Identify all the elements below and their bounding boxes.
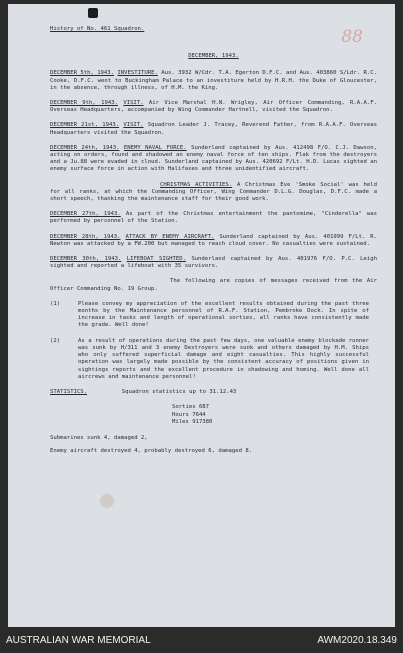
entry-text: A Christmas Eve 'Smoke Social' was held for all ranks, at which the Commanding Officer, Wing Commander D.L.G. Douglas, D.F.C. made a short speech, thanking the maintenance staff for their good work. (50, 181, 377, 203)
entry-text: Air Vice Marshal H.N. Wrigley, Air Officer Commanding, R.A.A.F. Overseas Headquarters, accompanied by Wing Commander Hartnell, visited the Squadron. (50, 100, 377, 114)
stain-mark (100, 494, 114, 508)
stat-miles: Miles 917380 (172, 419, 213, 426)
statistics-intro: Squadron statistics up to 31.12.43 (121, 388, 237, 395)
entry-date: DECEMBER 9th, 1943. (50, 100, 118, 107)
month-heading: DECEMBER, 1943. (188, 53, 239, 60)
entry-text: Aus. 3932 W/Cdr. T.A. Egerton D.F.C. and Aus. 403860 S/Ldr. R.C. Cooke, D.F.C. went to Buckingham Palace to an investiture held by H.R.H. the Duke of Gloucester, in the absence, through illness, of H.M. the King. (50, 70, 377, 91)
entry-date: DECEMBER 30th, 1943. (50, 256, 122, 263)
entry-title: VISIT. (123, 100, 144, 107)
entry-pantomime (50, 211, 377, 225)
entry-investiture (50, 70, 377, 92)
entry-date: DECEMBER 21st, 1943. (50, 122, 120, 129)
message-number: (2) (50, 337, 61, 344)
message-number: (1) (50, 300, 61, 307)
entry-title: LIFEBOAT SIGHTED. (126, 256, 186, 263)
entry-text: Squadron Leader J. Tracey, Reverend Father, from R.A.A.F. Overseas Headquarters visited the Squadron. (50, 122, 377, 136)
stat-hours: Hours 7644 (172, 411, 206, 418)
entry-date: DECEMBER 27th, 1943. (50, 211, 121, 218)
page-number: 88 (341, 27, 363, 47)
entry-date: DECEMBER 5th, 1943. (50, 70, 115, 77)
message-2 (50, 338, 377, 381)
entry-text: As part of the Christmas entertainment the pantomime, "Cinderella" was performed by personnel of the Station. (50, 211, 377, 225)
document-header: History of No. 461 Squadron. (50, 26, 145, 32)
entry-date: DECEMBER 28th, 1943. (50, 233, 121, 240)
message-1 (50, 301, 377, 330)
entry-title: CHRISTMAS ACTIVITIES. (160, 181, 233, 188)
stat-aircraft: Enemy aircraft destroyed 4, probably destroyed 6, damaged 8. (50, 448, 253, 455)
stat-submarines: Submarines sunk 4, damaged 2, (50, 434, 148, 441)
entry-enemy-naval-force (50, 145, 377, 174)
entry-text: Sunderland captained by Aus. 401976 F/O. P.C. Leigh sighted and reported a lifeboat with 35 survivors. (50, 256, 377, 270)
entry-christmas (50, 182, 377, 204)
entry-title: VISIT. (123, 122, 144, 129)
message-text: As a result of operations during the past few days, one valuable enemy blockade runner was sunk by H/311 and 3 enemy Destroyers were sunk and others damaged by H.M. Ships who only suffered superficial damage and eight casualties. This highly successful operation was largely made possible by the consistent accuracy of positions given in sightings reports and the excellent procedure in shadowing and homing. Well done all aircrews and maintenance personnel! (78, 337, 369, 380)
entry-title: INVESTITURE. (117, 70, 158, 77)
document-page (8, 4, 395, 627)
entry-lifeboat (50, 256, 377, 270)
statistics-heading (50, 389, 377, 396)
entry-visit-tracey (50, 122, 377, 136)
message-text: Please convey my appreciation of the excellent results obtained during the past three months by the Maintenance personnel of R.A.F. Station, Pembroke Dock. In spite of increase in tasks and length of operational sorties, all ranks have consistently made the grade. Well done! (78, 300, 369, 329)
entry-text: Sunderland captained by Aus. 412498 F/O. C.J. Dawson, acting on orders, found and shadowed an enemy naval force of ten ships. Flak from the destroyers and a Ju.88 were evaded in cloud. Sunderland captained by Aus. 420692 F/Lt. H.D. Lucas sighted an enemy surface force in action with Halifaxes and three unidentified aircraft. (50, 144, 378, 173)
paper-clip-mark (88, 8, 98, 18)
statistics-values (172, 404, 377, 427)
entry-attack (50, 234, 377, 248)
footer-ref: AWM2020.18.349 (317, 634, 397, 646)
stat-sorties: Sorties 687 (172, 404, 210, 411)
entry-title: ATTACK BY ENEMY AIRCRAFT. (125, 233, 215, 240)
entry-text: Sunderland captained by Aus. 401999 F/Lt. R. Newton was attacked by a FW.200 but managed to reach cloud cover. No casualties were sustained. (50, 233, 378, 247)
statistics-label: STATISTICS. (50, 388, 88, 395)
messages-intro: The following are copies of messages received from the Air Officer Commanding No. 19 Group. (50, 278, 377, 292)
entry-date: DECEMBER 24th, 1943. (50, 144, 120, 151)
footer-source: AUSTRALIAN WAR MEMORIAL (6, 634, 151, 646)
entry-title: ENEMY NAVAL FORCE. (123, 144, 187, 151)
entry-visit-wrigley (50, 100, 377, 114)
archive-footer (0, 627, 403, 653)
